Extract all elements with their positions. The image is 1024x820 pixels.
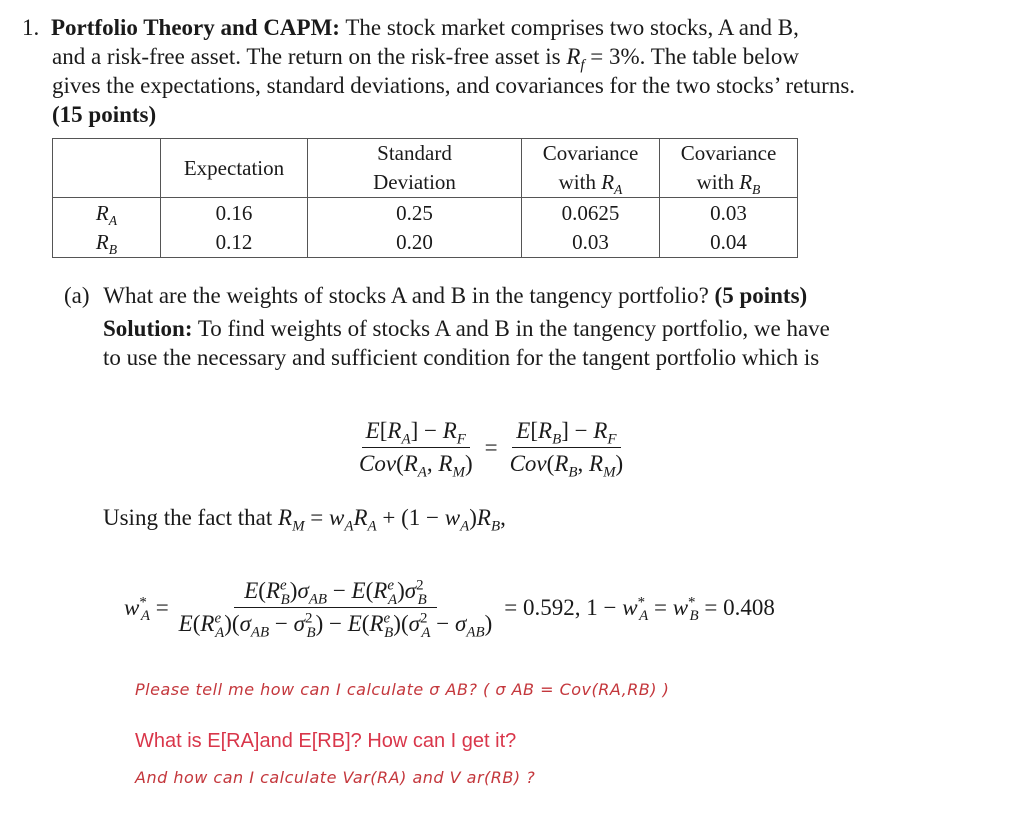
using-text: Using the fact that [103, 505, 279, 530]
weight-lhs: $w^*_A$ = [124, 593, 169, 625]
solution-label: Solution: [103, 316, 193, 341]
problem-line-1 [22, 13, 799, 42]
problem-points-label: (15 points) [52, 102, 157, 127]
row-label: $R_B$ [53, 228, 161, 258]
rf-subscript: f [580, 57, 585, 74]
rf-value: = 3%. The table below [584, 44, 799, 69]
annotation-variance-question: And how can I calculate Var(RA) and V ar(RB) ? [135, 768, 536, 787]
fraction-stock-a: $\frac{E[R_A] - R_F}{Cov(R_A, R_M)}$ [359, 418, 473, 481]
part-a-question [64, 281, 807, 310]
part-a-points: (5 points) [714, 283, 808, 308]
problem-intro-line2: and a risk-free asset. The return on the risk-free asset is [52, 44, 567, 69]
header-std-line2: Deviation [373, 170, 456, 194]
market-portfolio-line [103, 503, 506, 535]
weight-a-value: 0.592 [523, 594, 575, 620]
cell-cov-a: 0.03 [522, 228, 660, 258]
table-row [53, 228, 798, 258]
market-portfolio-equation: $R_M = w_AR_A + (1 - w_A)R_B$, [278, 505, 506, 535]
problem-number: 1. [22, 15, 40, 40]
cell-expectation: 0.12 [161, 228, 308, 258]
header-expectation-label: Expectation [183, 155, 285, 180]
weight-result: = 0.592, $1 - w^*_A = w^*_B = 0.408$ [504, 593, 775, 625]
header-std-line1: Standard [377, 141, 452, 165]
row-label: $R_A$ [53, 198, 161, 229]
header-cov-b-sub: B [752, 182, 761, 198]
rf-symbol: R [566, 44, 581, 69]
header-cov-a-sub: A [614, 182, 623, 198]
cell-cov-b: 0.03 [660, 198, 798, 229]
annotation-sigma-ab-question: Please tell me how can I calculate σ AB? ( σ AB = Cov(RA,RB) ) [135, 680, 670, 699]
part-a-question-text: What are the weights of stocks A and B in the tangency portfolio? [103, 283, 709, 308]
cell-cov-a: 0.0625 [522, 198, 660, 229]
weight-fraction: $\frac{E(R^e_B)\sigma_{AB} - E(R^e_A)\sigma^2_B}{E(R^e_A)(\sigma_{AB} - \sigma^2_B) - E(R^e_B)(\sigma^2_A - \sigma_{AB})}$ [178, 577, 493, 641]
solution-line-1 [103, 314, 830, 343]
header-cov-b-line2: with $R_B$ [696, 170, 761, 198]
part-a-label: (a) [64, 283, 90, 308]
cell-std-dev: 0.25 [308, 198, 522, 229]
cell-cov-b: 0.04 [660, 228, 798, 258]
problem-intro-line3: gives the expectations, standard deviations, and covariances for the two stocks’ returns. [52, 73, 856, 98]
problem-line-2 [52, 42, 799, 74]
cell-expectation: 0.16 [161, 198, 308, 229]
problem-line-3 [52, 71, 855, 100]
header-cov-b [660, 139, 798, 198]
table-row [53, 198, 798, 229]
header-cov-a [522, 139, 660, 198]
header-cov-a-line1: Covariance [542, 141, 639, 165]
weight-b-value: 0.408 [723, 594, 775, 620]
problem-intro-line1: The stock market comprises two stocks, A and B, [345, 15, 799, 40]
table-header-row [53, 139, 798, 198]
header-expectation [161, 139, 308, 198]
weight-formula-equation [124, 577, 775, 641]
tangency-condition-equation: $\frac{E[R_A] - R_F}{Cov(R_A, R_M)}$ = $\frac{E[R_B] - R_F}{Cov(R_B, R_M)}$ [355, 418, 627, 477]
problem-points [52, 100, 156, 129]
solution-line-2 [103, 343, 819, 372]
solution-text-2: to use the necessary and sufficient condition for the tangent portfolio which is [103, 345, 820, 370]
header-cov-b-line1: Covariance [680, 141, 777, 165]
annotation-expectation-question: What is E[RA]and E[RB]? How can I get it? [135, 730, 517, 752]
stock-data-table [52, 138, 798, 258]
header-cov-a-line2: with $R_A$ [558, 170, 623, 198]
header-std-dev [308, 139, 522, 198]
cell-std-dev: 0.20 [308, 228, 522, 258]
solution-text-1: To find weights of stocks A and B in the tangency portfolio, we have [197, 316, 830, 341]
header-empty [53, 139, 161, 198]
fraction-stock-b: $\frac{E[R_B] - R_F}{Cov(R_B, R_M)}$ [509, 418, 624, 481]
problem-title: Portfolio Theory and CAPM: [51, 15, 340, 40]
